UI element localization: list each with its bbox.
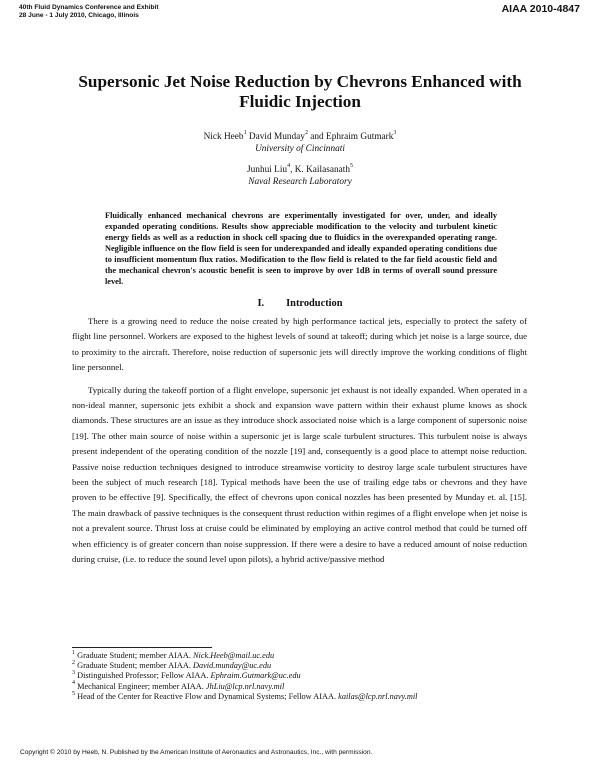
footnote-divider <box>72 647 212 648</box>
author-email-link[interactable]: Ephraim.Gutmark@uc.edu <box>210 671 301 681</box>
section-title: Introduction <box>286 298 343 309</box>
author-email-link[interactable]: David.munday@uc.edu <box>192 661 272 671</box>
footnote-mark: 1 <box>72 649 75 656</box>
footnote <box>72 661 527 671</box>
footnote <box>72 671 527 681</box>
paragraph: Typically during the takeoff portion of a flight envelope, supersonic jet exhaust is not ideally expanded. When operated in a non-ideal manner, supersonic jets exhibit a shock and expansion wave pattern within their exhaust plume knows as shock diamonds. These structures are an issue as they introduce shock associated noise which is a large component of supersonic noise [19]. The other main source of noise within a supersonic jet is large scale turbulent structures. This turbulent noise is always present independent of the operating condition of the nozzle [19] and, consequently is a good place to attempt noise reduction. Passive noise reduction techniques designed to introduce streamwise vorticity to destroy large scale turbulent structures have been the subject of much research [18]. Typical methods have been the use of trailing edge tabs or chevrons and they have proven to be effective [9]. Specifically, the effect of chevrons upon conical nozzles has been presented by Munday et. al. [15]. The main drawback of passive techniques is the consequent thrust reduction within regimes of a flight envelope when jet noise is not a prevalent source. Thrust loss at cruise could be eliminated by employing an active control method that could be turned off when efficiency is of greater concern than noise suppression. If there were a desire to have a reduced amount of noise reduction during cruise, (i.e. to reduce the sound level upon pilots), a hybrid active/passive method <box>72 384 527 565</box>
author-name: Ephraim Gutmark <box>326 132 394 142</box>
author-name: David Munday <box>248 132 305 142</box>
author-email-link[interactable]: JhLiu@lcp.nrl.navy.mil <box>205 681 285 691</box>
footnote-text: Graduate Student; member AIAA. <box>77 651 193 660</box>
footnote-mark: 5 <box>72 690 75 697</box>
author-footnote-mark: 2 <box>304 130 308 137</box>
author-name: K. Kailasanath <box>294 165 350 175</box>
footnote-text: Head of the Center for Reactive Flow and Dynamical Systems; Fellow AIAA. <box>77 691 339 701</box>
footnote-text: Mechanical Engineer; member AIAA. <box>77 681 206 691</box>
author-name: Junhui Liu <box>247 165 288 175</box>
author-name: Nick Heeb <box>203 132 244 142</box>
author-block <box>60 131 540 188</box>
body-text <box>72 314 527 575</box>
copyright-notice: Copyright © 2010 by Heeb, N. Published by the American Institute of Aeronautics and Astronautics, Inc., with permission. <box>20 749 373 756</box>
footnote-text: Graduate Student; member AIAA. <box>77 661 193 671</box>
author-affiliation: Naval Research Laboratory <box>248 177 352 187</box>
author-footnote-mark: 5 <box>349 163 353 170</box>
conference-dates: 28 June - 1 July 2010, Chicago, Illinois <box>19 12 139 19</box>
conference-info <box>19 4 159 20</box>
footnotes <box>72 651 527 702</box>
author-email-link[interactable]: kailas@lcp.nrl.navy.mil <box>338 691 418 701</box>
footnote-mark: 3 <box>72 670 75 677</box>
footnote <box>72 682 527 692</box>
title-line-1: Supersonic Jet Noise Reduction by Chevrons Enhanced with <box>78 72 522 91</box>
author-footnote-mark: 1 <box>243 130 247 137</box>
conference-name: 40th Fluid Dynamics Conference and Exhibit <box>19 4 159 11</box>
paper-title <box>40 72 560 112</box>
author-affiliation: University of Cincinnati <box>255 144 345 154</box>
abstract: Fluidically enhanced mechanical chevrons are experimentally investigated for over, under, and ideally expanded operating conditions. Results show appreciable modification to the velocity and turbulent kinetic energy fields as well as a reduction in shock cell spacing due to fluidics in the overexpanded operating range. Negligible influence on the flow field is seen for underexpanded and ideally expanded operating conditions due to insufficient momentum flux ratios. Modification to the flow field is related to the far field acoustic field and the mechanical chevron's acoustic benefit is seen to improve by over 1dB in terms of overall sound pressure level. <box>105 211 497 287</box>
author-footnote-mark: 3 <box>393 130 397 137</box>
footnote-text: Distinguished Professor; Fellow AIAA. <box>77 671 211 681</box>
title-line-2: Fluidic Injection <box>239 92 361 111</box>
author-footnote-mark: 4 <box>287 163 291 170</box>
footnote-mark: 2 <box>72 659 75 666</box>
section-heading <box>0 298 600 309</box>
author-line-1 <box>60 131 540 143</box>
author-email-link[interactable]: Nick.Heeb@mail.uc.edu <box>192 651 275 660</box>
author-line-2: Junhui Liu$^4$, K. Kailasanath$^5$ <box>247 163 353 175</box>
paragraph: There is a growing need to reduce the noise created by high performance tactical jets, especially to protect the safety of flight line personnel. Workers are exposed to the highest levels of sound at takeoff; during which jet noise is a large source, due to proximity to the aircraft. Therefore, noise reduction of supersonic jets will directly improve the working conditions of flight line personnel. <box>72 316 527 373</box>
footnote <box>72 692 527 702</box>
footnote-mark: 4 <box>72 680 75 687</box>
footnote <box>72 651 527 661</box>
section-number: I. <box>257 298 265 309</box>
author-conjunction: and <box>310 132 324 142</box>
paper-number: AIAA 2010-4847 <box>501 3 580 15</box>
